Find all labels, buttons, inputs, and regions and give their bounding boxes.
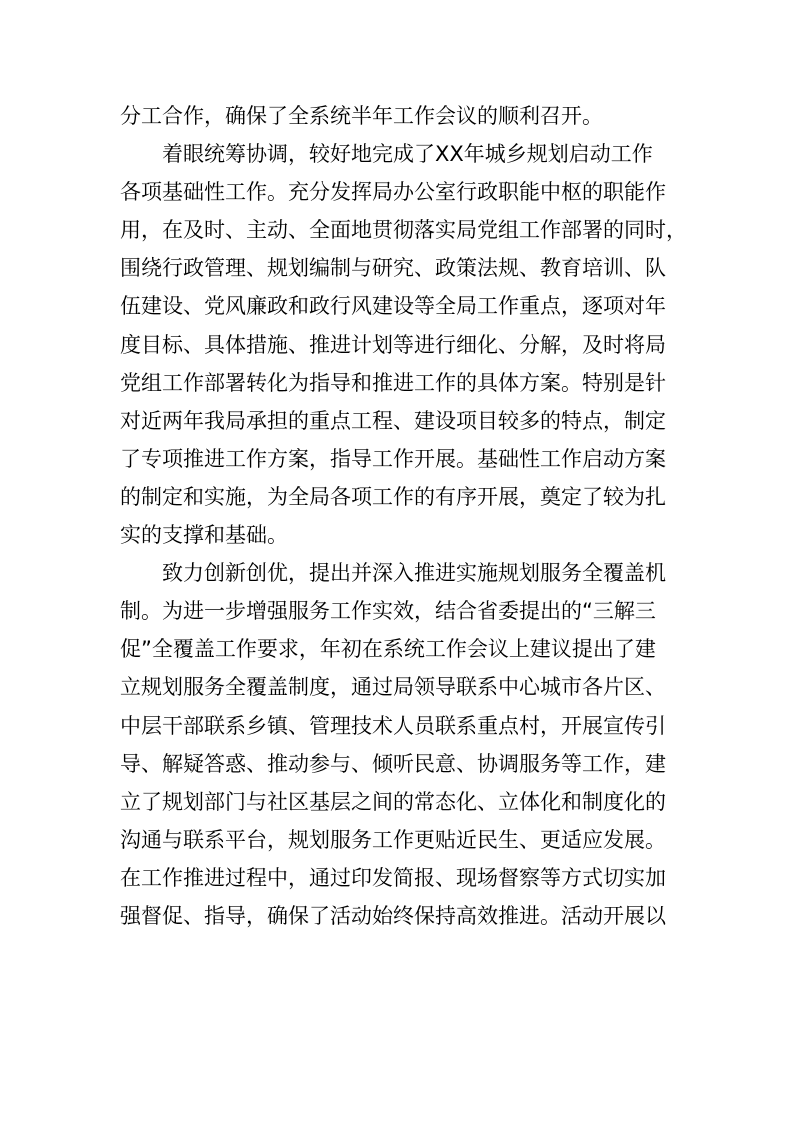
text-line: 导、解疑答惑、推动参与、倾听民意、协调服务等工作，建 bbox=[120, 751, 666, 776]
text-line: 对近两年我局承担的重点工程、建设项目较多的特点，制定 bbox=[120, 408, 666, 433]
text-line: 分工合作，确保了全系统半年工作会议的顺利召开。 bbox=[120, 104, 603, 128]
text-line: 强督促、指导，确保了活动始终保持高效推进。活动开展以 bbox=[120, 903, 666, 928]
text-line: 各项基础性工作。充分发挥局办公室行政职能中枢的职能作 bbox=[120, 180, 666, 205]
text-line: 党组工作部署转化为指导和推进工作的具体方案。特别是针 bbox=[120, 370, 666, 395]
text-line: 立了规划部门与社区基层之间的常态化、立体化和制度化的 bbox=[120, 789, 666, 814]
text-line: 中层干部联系乡镇、管理技术人员联系重点村，开展宣传引 bbox=[120, 713, 666, 738]
text-line: 在工作推进过程中，通过印发简报、现场督察等方式切实加 bbox=[120, 865, 666, 890]
text-line: 沟通与联系平台，规划服务工作更贴近民生、更适应发展。 bbox=[120, 827, 666, 852]
text-line: 促”全覆盖工作要求，年初在系统工作会议上建议提出了建 bbox=[120, 637, 656, 662]
text-line: 实的支撑和基础。 bbox=[120, 523, 288, 548]
body-text bbox=[120, 97, 690, 935]
paragraph-first-line: 致力创新创优，提出并深入推进实施规划服务全覆盖机 bbox=[162, 561, 666, 586]
text-line: 围绕行政管理、规划编制与研究、政策法规、教育培训、队 bbox=[120, 256, 666, 281]
text-line: 的制定和实施，为全局各项工作的有序开展，奠定了较为扎 bbox=[120, 484, 666, 509]
text-line: 制。为进一步增强服务工作实效，结合省委提出的“三解三 bbox=[120, 599, 656, 624]
text-line: 了专项推进工作方案，指导工作开展。基础性工作启动方案 bbox=[120, 446, 666, 471]
paragraph-first-line: 着眼统筹协调，较好地完成了XX年城乡规划启动工作 bbox=[162, 142, 653, 167]
text-line: 立规划服务全覆盖制度，通过局领导联系中心城市各片区、 bbox=[120, 675, 666, 700]
text-line: 度目标、具体措施、推进计划等进行细化、分解，及时将局 bbox=[120, 332, 666, 357]
text-line: 伍建设、党风廉政和政行风建设等全局工作重点，逐项对年 bbox=[120, 294, 666, 319]
text-line: 用，在及时、主动、全面地贯彻落实局党组工作部署的同时， bbox=[120, 218, 687, 243]
